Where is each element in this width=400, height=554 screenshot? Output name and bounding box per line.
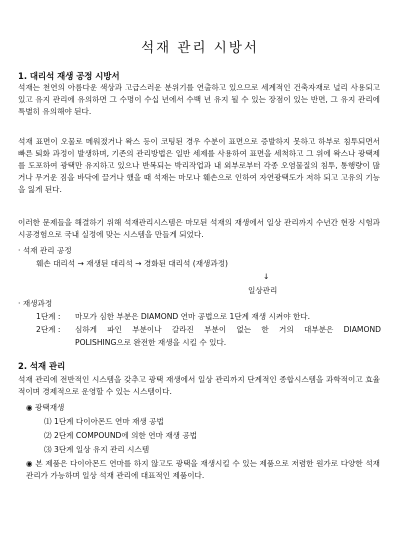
section1-paragraph-2: 석재 표면이 오물로 메워졌거나 왁스 등이 코팅된 경우 수분이 표면으로 증발하지 못하고 하부로 침투되면서 빠른 퇴화 과정이 발생하며, 기존의 관리방법은 일반 세제를 사용하여 표면을 세척하고 그 위에 왁스나 광택제를 도포하여 광택만 유지하고 있으나 반복되는 박리작업과 내 외부로부터 각종 오염물질의 침투, 통행량이 많거나 무거운 짐을 바닥에 끌거나 했을 때 석재는 마모나 훼손으로 인하여 자연광택도가 저하 되고 고유의 기능을 잃게 된다.	[18, 137, 380, 194]
section1-heading: 1. 대리석 재생 공정 시방서	[18, 71, 120, 81]
sub-item-1: ⑴ 1단계 다이아몬드 연마 재생 공법	[44, 417, 164, 426]
section1-paragraph-1: 석재는 천연의 아름다운 색상과 고급스러운 분위기를 연출하고 있으므로 세계적인 건축자재로 널리 사용되고 있고 유지 관리에 유의하면 그 수명이 수십 년에서 수백 년 유지 될 수 있는 장점이 있는 반면, 그 유지 관리에 특별히 유의해야 된다.	[18, 83, 380, 116]
bullet-gloss-regeneration: ◉ 광택재생	[26, 403, 65, 412]
section2-heading: 2. 석재 관리	[18, 361, 66, 371]
process-flow: 훼손 대리석 → 재생된 대리석 → 경화된 대리석 (재생과정)	[36, 259, 229, 268]
arrow-down-icon: ↓	[263, 272, 270, 281]
step1-label: 1단계 :	[36, 312, 61, 321]
step2-label: 2단계 :	[36, 325, 61, 334]
process-label: · 석재 관리 공정	[18, 246, 72, 255]
section1-paragraph-3: 이러한 문제들을 해결하기 위해 석재관리시스템은 마모된 석재의 재생에서 일상 관리까지 수년간 현장 시험과 시공경험으로 국내 실정에 맞는 시스템을 만들게 되었다.	[18, 218, 380, 239]
step2-text-continued: POLISHING으로 완전한 재생을 시킬 수 있다.	[75, 338, 227, 347]
document-title: 석재 관리 시방서	[141, 40, 259, 56]
step2-text: 심하게 파인 부분이나 갈라진 부분이 없는 한 거의 대부분은 DIAMOND	[75, 325, 381, 334]
regeneration-label: · 재생과정	[18, 299, 53, 308]
bullet-product-description: ◉ 본 제품은 다이아몬드 연마를 하지 않고도 광택을 재생시킬 수 있는 제품으로 저렴한 원가로 다양한 석재 관리가 가능하며 일상 석재 관리에 대표적인 제품이다.	[26, 459, 380, 480]
sub-item-2: ⑵ 2단계 COMPOUND에 의한 연마 재생 공법	[44, 431, 198, 440]
daily-management: 일상관리	[248, 286, 278, 295]
sub-item-3: ⑶ 3단계 일상 유지 관리 시스템	[44, 445, 150, 454]
step1-text: 마모가 심한 부분은 DIAMOND 연마 공법으로 1단계 재생 시켜야 한다.	[75, 312, 311, 321]
section2-paragraph-1: 석재 관리에 전반적인 시스템을 갖추고 광택 재생에서 일상 관리까지 단계적인 종합시스템을 과학적이고 효율적이며 경제적으로 운영할 수 있는 시스템이다.	[18, 375, 380, 396]
